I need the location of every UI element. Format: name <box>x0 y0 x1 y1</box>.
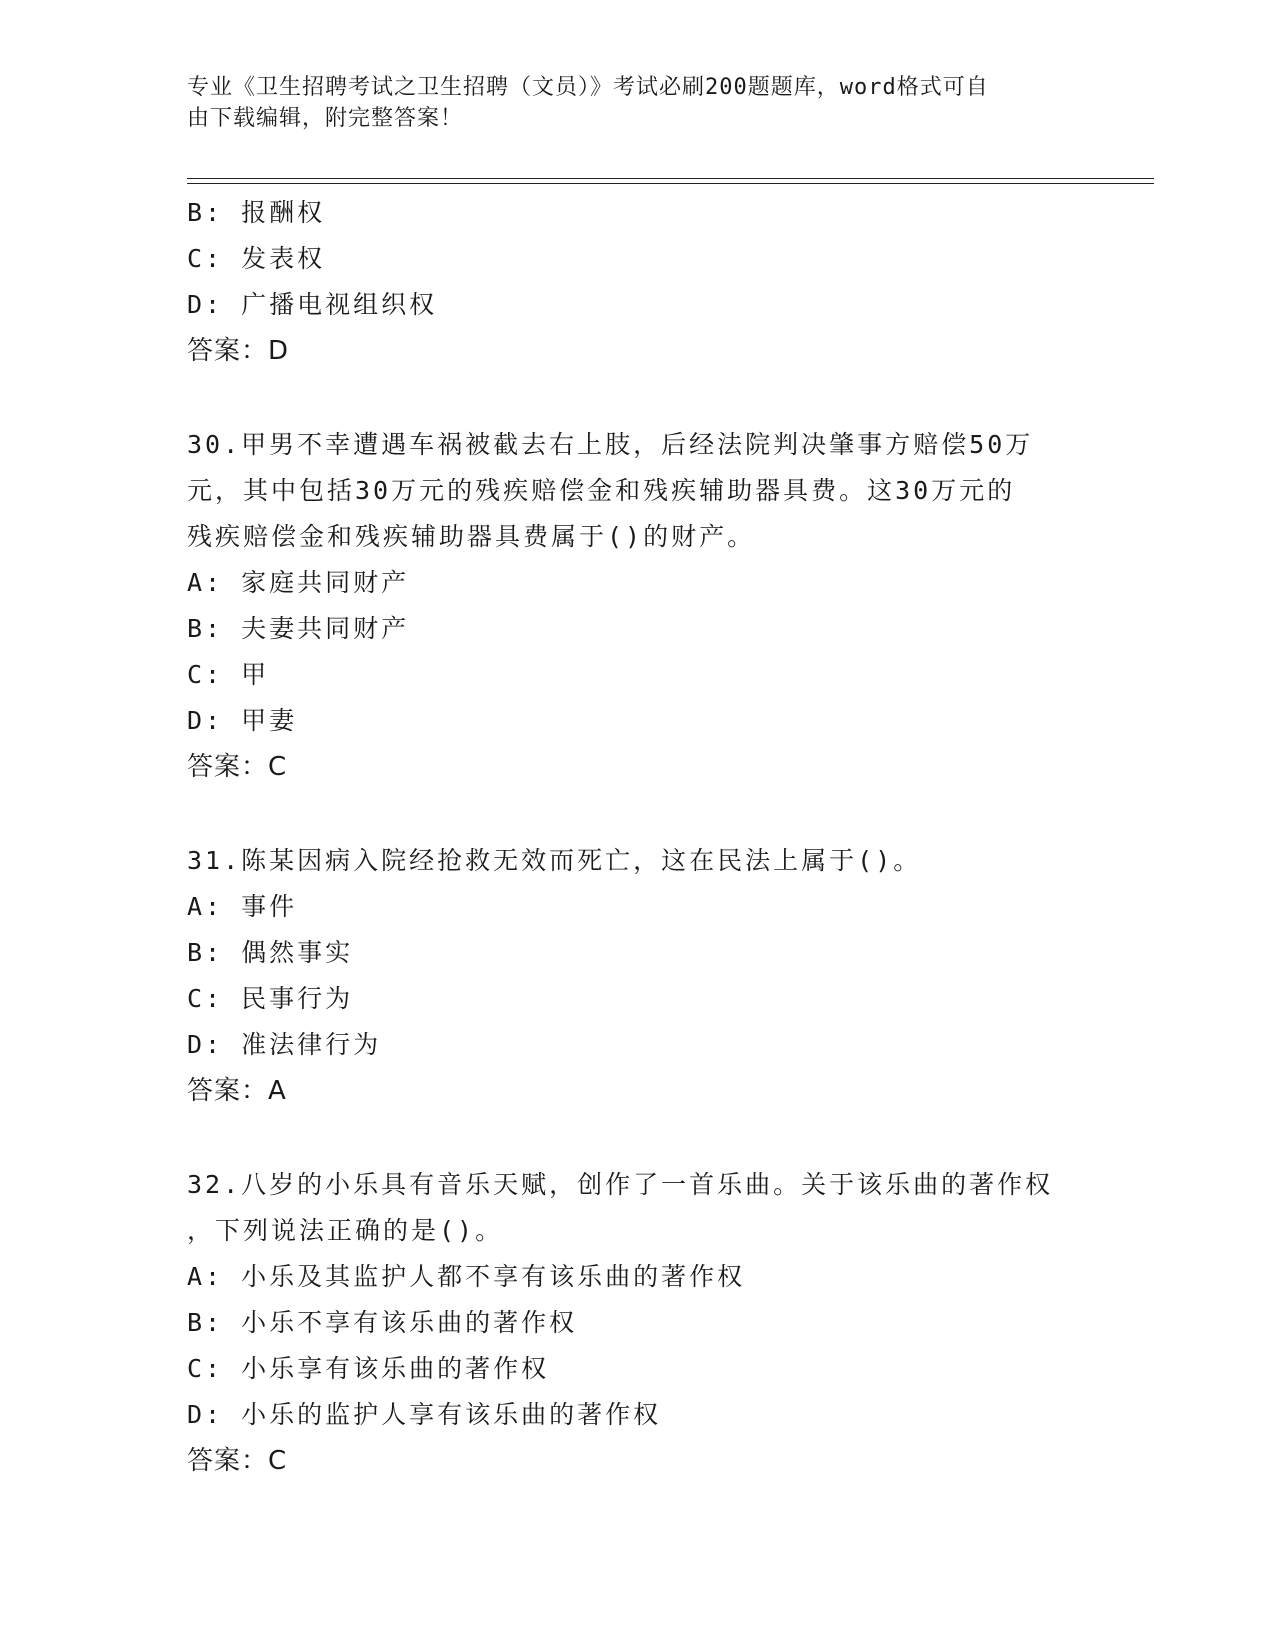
question-list <box>187 190 1087 1484</box>
option-a: A: 家庭共同财产 <box>187 568 410 597</box>
option-c: C: 民事行为 <box>187 984 354 1013</box>
option-d: D: 准法律行为 <box>187 1030 382 1059</box>
option-c: C: 甲 <box>187 660 270 689</box>
answer-line: 答案：C <box>187 752 288 782</box>
question-stem: ，下列说法正确的是()。 <box>187 1216 504 1245</box>
question-block <box>187 838 1087 1114</box>
option-c: C: 小乐享有该乐曲的著作权 <box>187 1354 550 1383</box>
question-stem: 31.陈某因病入院经抢救无效而死亡，这在民法上属于()。 <box>187 846 922 875</box>
question-stem: 残疾赔偿金和残疾辅助器具费属于()的财产。 <box>187 522 756 551</box>
question-stem: 元，其中包括30万元的残疾赔偿金和残疾辅助器具费。这30万元的 <box>187 476 1016 505</box>
option-b: B: 偶然事实 <box>187 938 354 967</box>
header-rule-top <box>187 178 1154 179</box>
option-c: C: 发表权 <box>187 244 326 273</box>
option-a: A: 小乐及其监护人都不享有该乐曲的著作权 <box>187 1262 746 1291</box>
header-rule-bottom <box>187 183 1154 184</box>
option-b: B: 夫妻共同财产 <box>187 614 410 643</box>
document-header <box>187 72 1087 134</box>
header-title-line-1: 专业《卫生招聘考试之卫生招聘（文员）》考试必刷200题题库，word格式可自 <box>187 75 989 100</box>
answer-line: 答案：C <box>187 1446 288 1476</box>
question-block <box>187 1162 1087 1484</box>
question-block-continued <box>187 190 1087 374</box>
question-stem: 30.甲男不幸遭遇车祸被截去右上肢，后经法院判决肇事方赔偿50万 <box>187 430 1034 459</box>
question-stem: 32.八岁的小乐具有音乐天赋，创作了一首乐曲。关于该乐曲的著作权 <box>187 1170 1054 1199</box>
option-d: D: 甲妻 <box>187 706 298 735</box>
answer-line: 答案：A <box>187 1076 287 1106</box>
answer-line: 答案：D <box>187 336 290 366</box>
option-b: B: 报酬权 <box>187 198 326 227</box>
option-b: B: 小乐不享有该乐曲的著作权 <box>187 1308 578 1337</box>
question-block <box>187 422 1087 790</box>
option-d: D: 小乐的监护人享有该乐曲的著作权 <box>187 1400 662 1429</box>
header-title-line-2: 由下载编辑，附完整答案！ <box>187 106 464 131</box>
option-a: A: 事件 <box>187 892 298 921</box>
option-d: D: 广播电视组织权 <box>187 290 438 319</box>
